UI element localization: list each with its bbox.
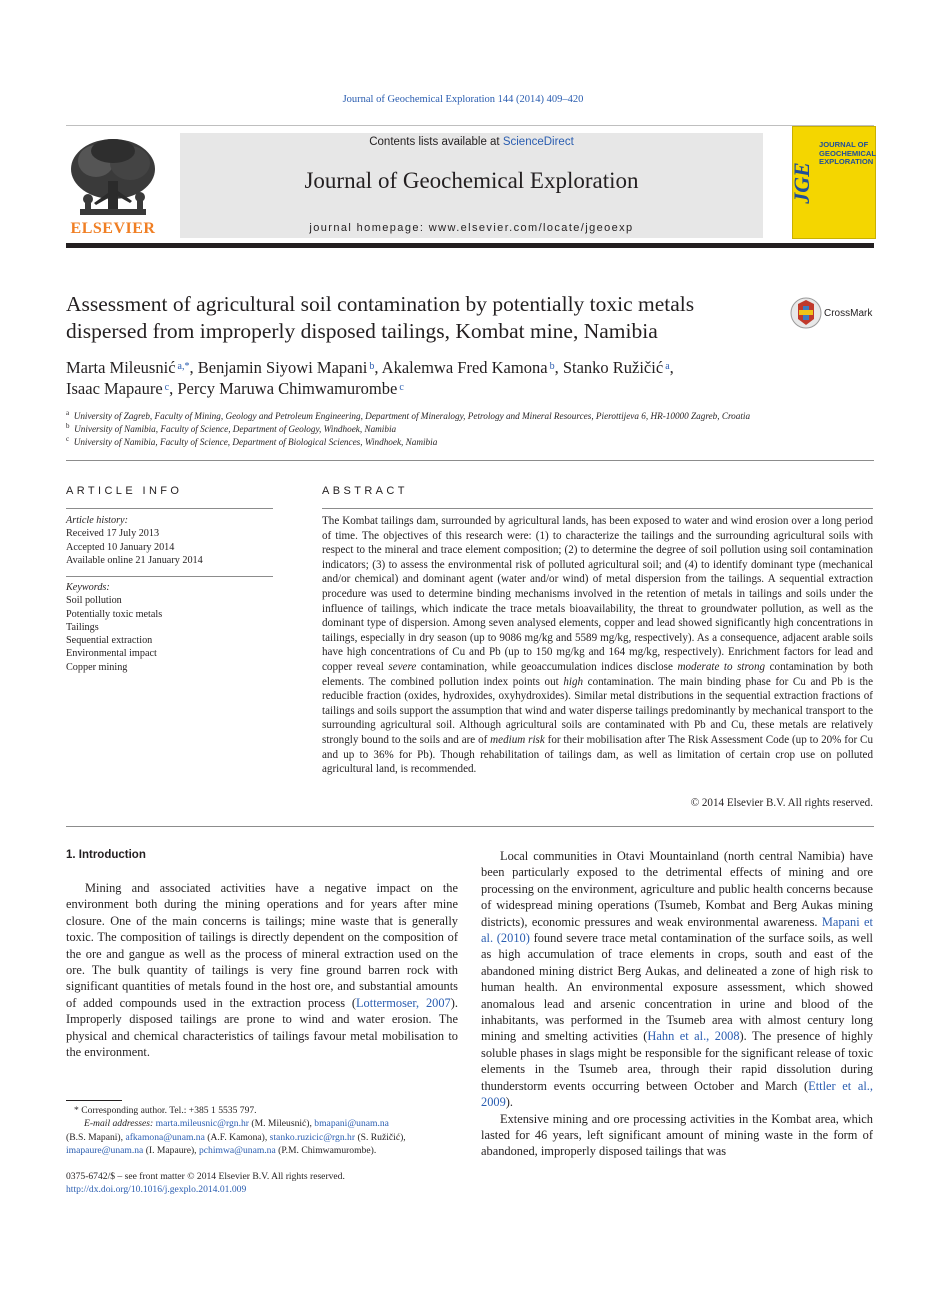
intro-left-column	[66, 880, 458, 1060]
publisher-name: ELSEVIER	[70, 220, 156, 237]
doi-link[interactable]: http://dx.doi.org/10.1016/j.gexplo.2014.01.009	[66, 1184, 247, 1196]
history-label: Article history:	[66, 515, 128, 526]
paragraph: Extensive mining and ore processing activities in the Kombat area, which lasted for 46 years, left significant amount of mining waste in the form of abandoned, improperly disposed tailings that was	[481, 1111, 873, 1159]
author-name: Stanko Ružičić	[562, 358, 664, 377]
corresponding-author: * Corresponding author. Tel.: +385 1 5535 797.	[74, 1105, 257, 1116]
abstract-emphasis: severe	[388, 660, 417, 673]
abstract-text: The Kombat tailings dam, surrounded by agricultural lands, has been exposed to water and wind erosion over a long period of time. The objectives of this research were: (1) to characterize the tailings and the surrounding agricultural soils with respect to the mineral and trace element composition; (2) to determine the degree of soil pollution using soil contamination indicators; (3) to assess the environmental risk of polluted agricultural soil; and (4) to identify dominant type (mechanical and/or chemical) and dominant agent (water and/or wind) of metal dispersion from the tailings. A sequential extraction procedure was used to determine binding mechanisms involved in the retention of metals in tailings and soils under the influence of tailings, which indicate the trace metals bioavailability, the threat to groundwater pollution, as well as the dominant type of dispersion. Among seven analysed elements, copper and lead showed significantly high concentrations in tailings, especially in dry season (up to 9086 mg/kg and 5589 mg/kg, respectively). As a consequence, adjacent arable soils have high concentrations of Cu and Pb (up to 150 mg/kg and 164 mg/kg, respectively). Enrichment factors for lead and copper reveal severe contamination, while geoaccumulation indices disclose moderate to strong contamination by both elements. The combined pollution index points out high contamination. The main binding phase for Cu and Pb is the reducible fraction (oxides, hydroxides, oxyhydroxides). Similar metal distributions in the sequential extraction fractions of tailings and soils support the assumption that wind and water disperse tailings predominantly by mechanical transport to the surrounding agricultural soil. Although agricultural soils are contaminated with Pb and Cu, these metals are relatively strongly bound to the soils and are of medium risk for their mobilisation after The Risk Assessment Code (up to 20% for Cu and up to 36% for Pb). Though rehabilitation of tailings dam, as well as limitation of certain crop use on polluted agricultural land, is recommended.	[322, 515, 874, 776]
body-divider	[66, 826, 874, 827]
jge-logo-icon	[789, 135, 815, 231]
reference-link[interactable]: Mapani et al. (2010)	[481, 914, 873, 946]
reference-link[interactable]: Ettler et al., 2009	[481, 1078, 873, 1110]
email-link[interactable]: pchimwa@unam.na	[198, 1144, 276, 1156]
author-affiliation-marker[interactable]: c	[399, 382, 404, 393]
keyword: Soil pollution	[66, 595, 122, 607]
author-affiliation-marker[interactable]: b	[549, 361, 555, 372]
contents-line	[180, 136, 763, 148]
journal-homepage[interactable]: journal homepage: www.elsevier.com/locate/jgeoexp	[309, 222, 634, 234]
abstract-emphasis: high	[563, 675, 584, 688]
crossmark-icon[interactable]	[790, 297, 822, 329]
author-affiliation-marker[interactable]: c	[164, 382, 170, 393]
cover-title	[819, 140, 876, 167]
keywords-divider	[66, 576, 273, 577]
abstract-emphasis: medium risk	[490, 733, 545, 746]
contents-prefix: Contents lists available at	[369, 136, 503, 148]
header-thick-rule	[66, 243, 874, 248]
email-link[interactable]: imapaure@unam.na	[66, 1144, 144, 1156]
cover-line: JOURNAL OF	[819, 140, 869, 149]
cover-line: EXPLORATION	[819, 157, 874, 166]
affiliation-c: $^c$ University of Namibia, Faculty of Science, Department of Biological Sciences, Windhoek, Namibia	[66, 435, 438, 448]
journal-cover[interactable]	[789, 126, 876, 239]
email-link[interactable]: bmapani@unam.na	[314, 1118, 389, 1130]
keyword: Sequential extraction	[66, 635, 153, 647]
reference-link[interactable]: Hahn et al., 2008	[647, 1029, 740, 1044]
footnote-rule	[66, 1100, 122, 1101]
history-item: Available online 21 January 2014	[66, 554, 203, 566]
crossmark-label[interactable]: CrossMark	[824, 308, 873, 319]
section-divider	[66, 460, 874, 461]
reference-link[interactable]: Lottermoser, 2007	[355, 995, 451, 1010]
author-name: Benjamin Siyowi Mapani	[197, 358, 368, 377]
email-addresses-cont: (B.S. Mapani), afkamona@unam.na (A.F. Kamona), stanko.ruzicic@rgn.hr (S. Ružičić),	[66, 1131, 406, 1143]
author-affiliation-marker[interactable]: a,*	[177, 361, 190, 372]
author-affiliation-marker[interactable]: b	[369, 361, 375, 372]
section-heading-introduction: 1. Introduction	[66, 849, 146, 861]
author-affiliation-marker[interactable]: a	[665, 361, 670, 372]
keywords-label: Keywords:	[66, 582, 110, 593]
abstract-copyright: © 2014 Elsevier B.V. All rights reserved.	[690, 797, 873, 809]
author-name: Isaac Mapaure	[66, 379, 163, 398]
email-link[interactable]: marta.mileusnic@rgn.hr	[155, 1118, 249, 1130]
paragraph: Mining and associated activities have a negative impact on the environment both during the mining operations and for years after mine closure. One of the main concerns is tailings; mine waste that is generally toxic. The composition of tailings is directly dependent on the composition of the ore and gangue as well as the process of mineral extraction used on the ore. The bulk quantity of tailings is very fine ground barren rock with significant quantities of metals found in the host ore, and substantial amounts of added compounds used in the extraction process (Lottermoser, 2007). Improperly disposed tailings are prone to wind and water erosion. The physical and chemical characteristics of tailings favour metal mobilisation to the environment.	[66, 881, 458, 1060]
front-matter	[66, 1170, 458, 1197]
abstract-emphasis: moderate to strong	[677, 660, 766, 673]
issn-line: 0375-6742/$ – see front matter © 2014 Elsevier B.V. All rights reserved.	[66, 1171, 345, 1182]
keyword: Tailings	[66, 621, 99, 633]
abstract-heading: ABSTRACT	[322, 485, 408, 497]
email-link[interactable]: stanko.ruzicic@rgn.hr	[269, 1131, 356, 1143]
journal-citation[interactable]: Journal of Geochemical Exploration 144 (2014) 409–420	[342, 94, 584, 105]
cover-line: GEOCHEMICAL	[819, 148, 876, 158]
paragraph: Local communities in Otavi Mountainland (north central Namibia) have been particularly exposed to the detrimental effects of mining and ore processing on the environment, agriculture and public health concerns because of widespread mining operations (Tsumeb, Kombat and Berg Aukas mining districts), economic pressures and weak environmental awareness. Mapani et al. (2010) found severe trace metal contamination of the surface soils, as well as high accumulation of trace elements in crops, south and east of the abandoned mining district Berg Aukas, and delineated a zone of high risk to human health. An environmental exposure assessment, which showed anomalous lead and arsenic concentration in urine and blood of the inhabitants, was performed in the Tsumeb area with almost century long mining and smelting activities (Hahn et al., 2008). The presence of highly soluble phases in slags might be responsible for the significant release of toxic elements in the Tsumeb area, through their rapid dissolution during thunderstorm events occurring between October and March (Ettler et al., 2009).	[481, 849, 873, 1110]
history-item: Received 17 July 2013	[66, 528, 160, 540]
article-info-divider	[66, 508, 273, 509]
header-divider	[66, 125, 874, 126]
email-link[interactable]: afkamona@unam.na	[125, 1131, 205, 1143]
history-item: Accepted 10 January 2014	[66, 541, 175, 553]
jge-logo-text: JGE	[789, 162, 815, 204]
keyword: Copper mining	[66, 661, 128, 673]
email-addresses: E-mail addresses: marta.mileusnic@rgn.hr (M. Mileusnić), bmapani@unam.na	[84, 1118, 389, 1130]
author-name: Marta Mileusnić	[66, 358, 176, 377]
intro-right-column	[481, 848, 873, 1160]
affiliation-a: $^a$ University of Zagreb, Faculty of Mining, Geology and Petroleum Engineering, Department of Mineralogy, Petrology and Mineral Resources, Pierottijeva 6, HR-10000 Zagreb, Croatia	[66, 409, 751, 422]
article-history	[66, 514, 273, 567]
author-list: Marta Mileusnić $^{a,*}$, Benjamin Siyowi Mapani $^b$, Akalemwa Fred Kamona $^b$, Stanko Ružičić $^a$, Isaac Mapaure $^c$, Percy Maruwa Chimwamurombe $^c$	[66, 358, 674, 398]
keyword: Environmental impact	[66, 648, 157, 660]
keywords	[66, 581, 273, 674]
author-name: Akalemwa Fred Kamona	[381, 358, 548, 377]
sciencedirect-link[interactable]: ScienceDirect	[502, 136, 574, 148]
email-addresses-cont: imapaure@unam.na (I. Mapaure), pchimwa@unam.na (P.M. Chimwamurombe).	[66, 1144, 377, 1156]
footnote-corresponding	[66, 1104, 458, 1157]
article-info-heading: ARTICLE INFO	[66, 485, 183, 497]
author-name: Percy Maruwa Chimwamurombe	[177, 379, 398, 398]
abstract-divider	[322, 508, 873, 509]
affiliation-b: $^b$ University of Namibia, Faculty of Science, Department of Geology, Windhoek, Namibia	[66, 422, 397, 435]
journal-title: Journal of Geochemical Exploration	[304, 168, 639, 193]
article-title: Assessment of agricultural soil contamination by potentially toxic metals dispersed from improperly disposed tailings, Kombat mine, Namibia	[66, 292, 695, 343]
keyword: Potentially toxic metals	[66, 608, 163, 620]
